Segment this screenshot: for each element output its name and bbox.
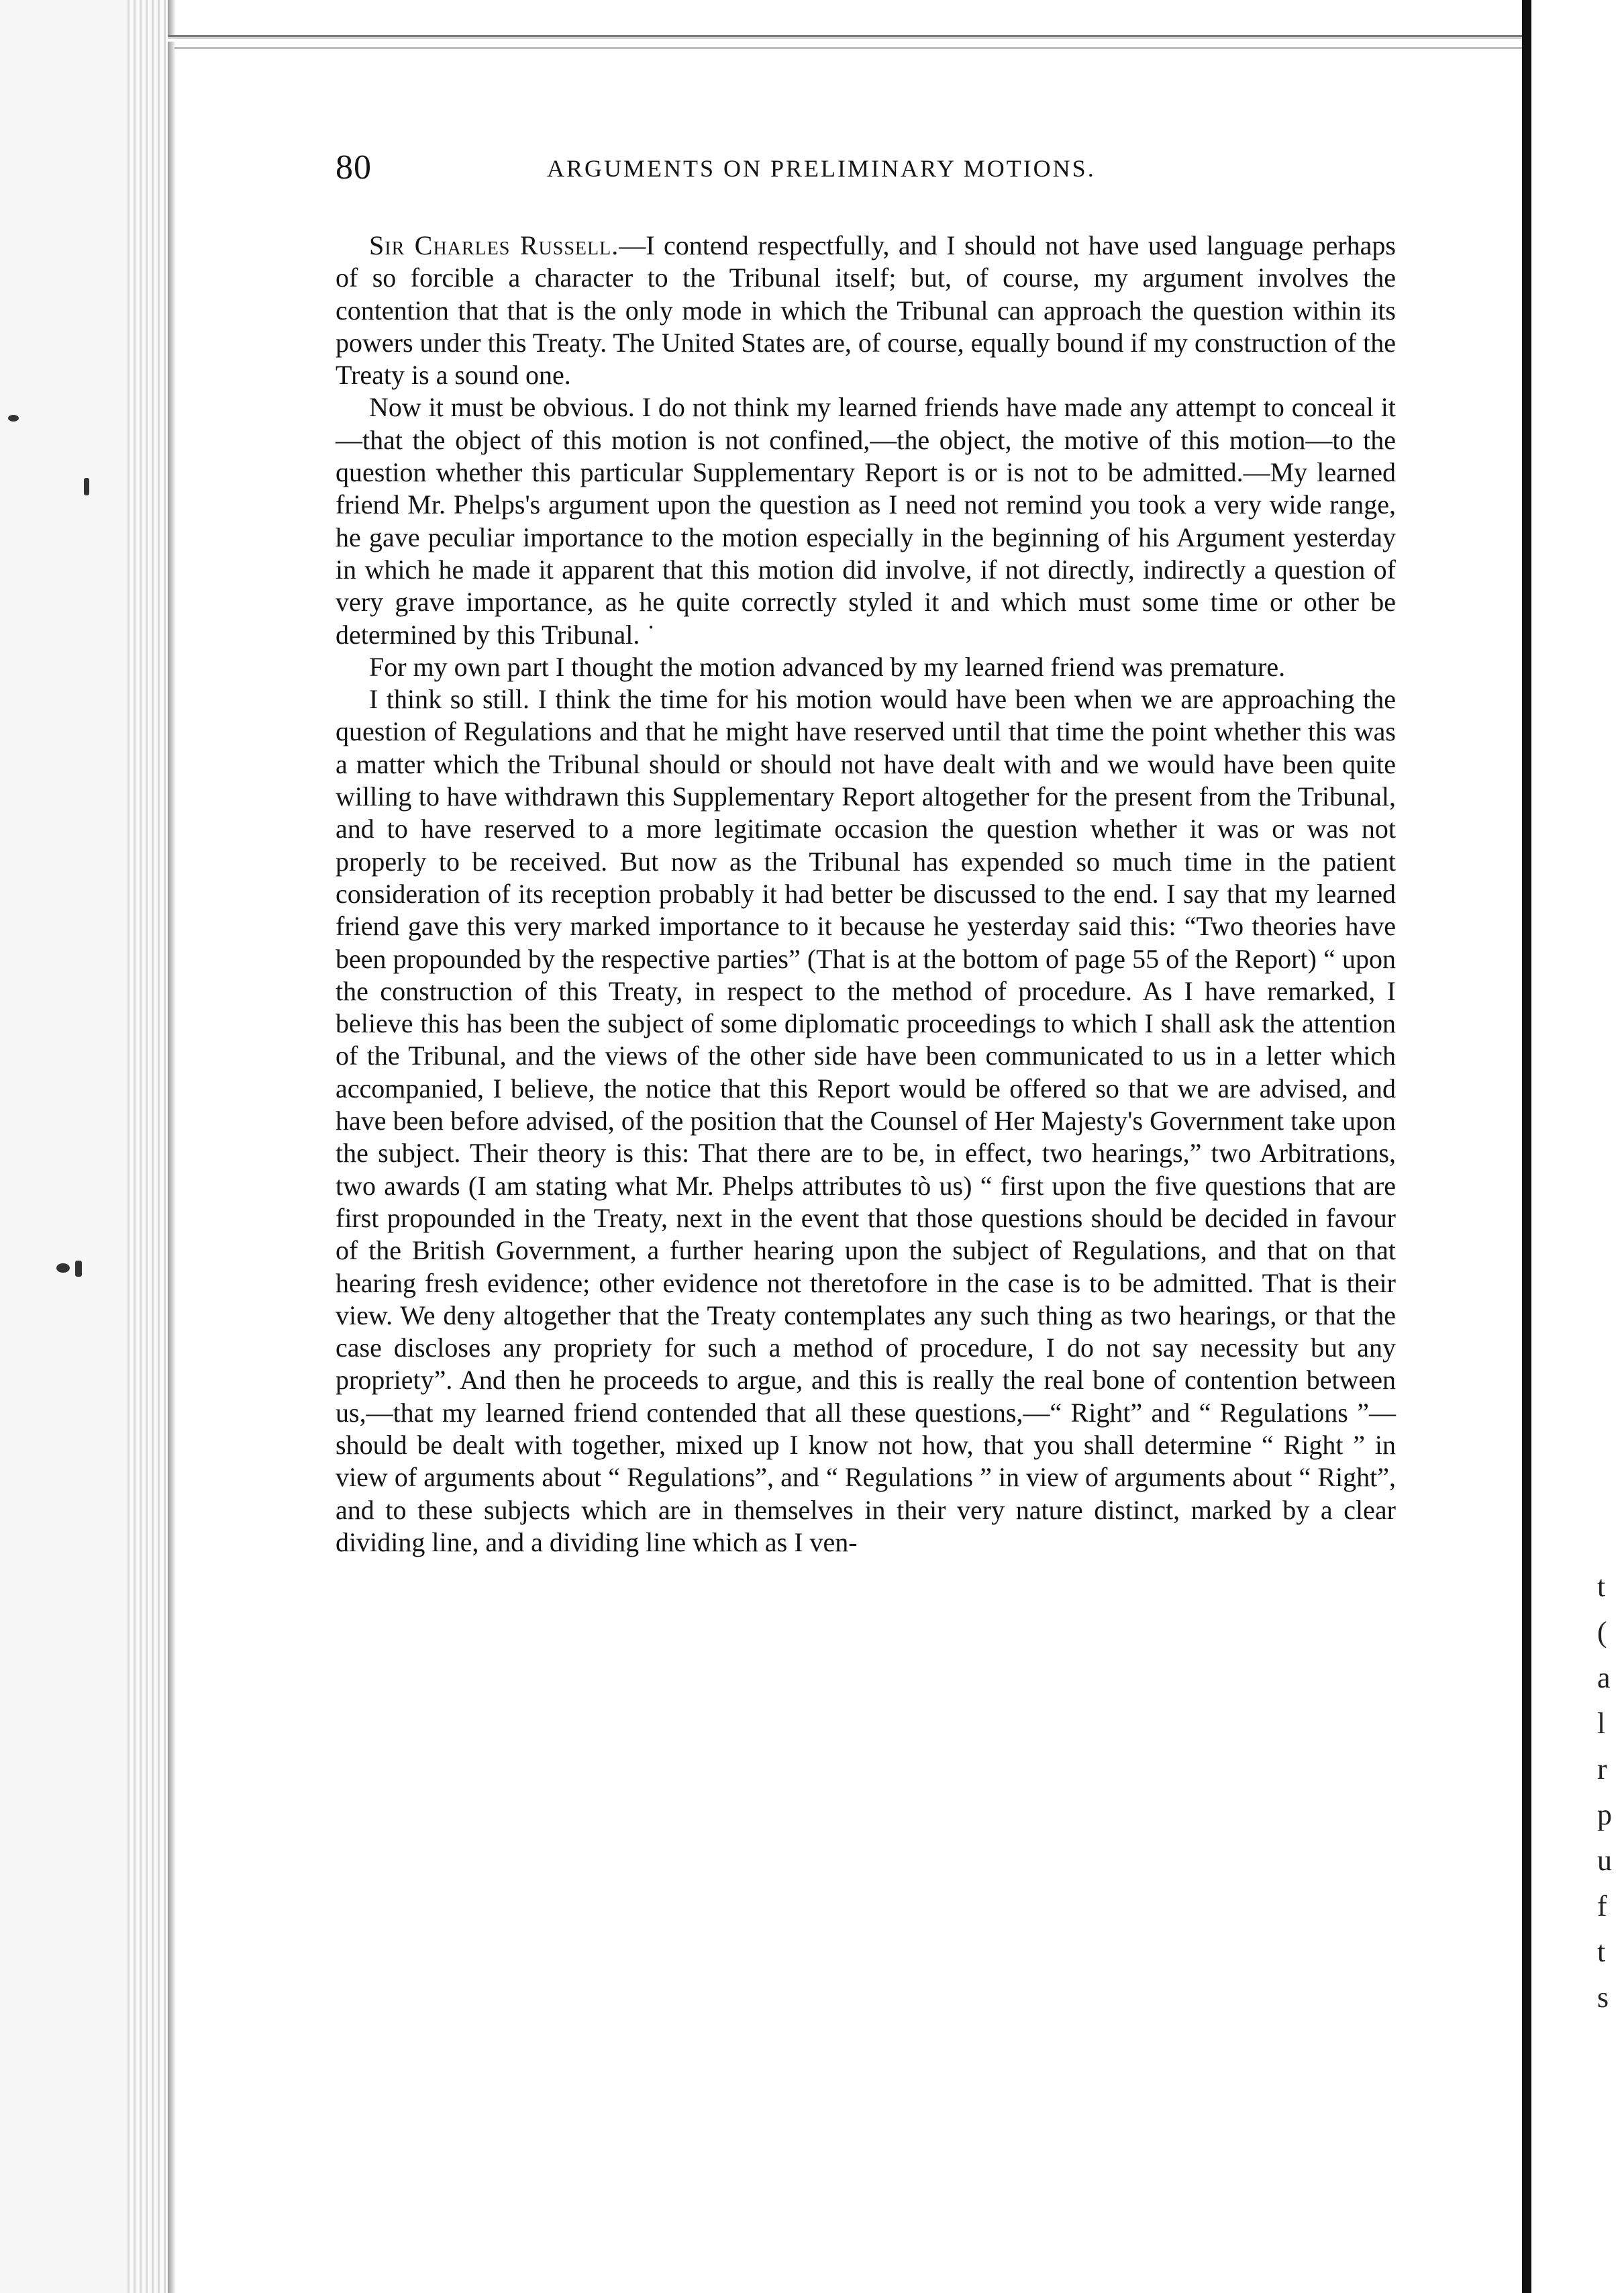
book-gutter <box>1522 0 1531 2293</box>
running-title: ARGUMENTS ON PRELIMINARY MOTIONS. <box>547 155 1096 182</box>
paragraph <box>336 230 1396 391</box>
scan-speck <box>75 1261 82 1277</box>
scan-speck <box>84 478 89 495</box>
running-head <box>336 148 1396 201</box>
paragraph: Now it must be obvious. I do not think my learned friends have made any attempt to conceal it—that the object of this motion is not confined,—the object, the motive of this motion—to the question whether this particular Supplementary Report is or is not to be admitted.—My learned friend Mr. Phelps's argument upon the question as I need not remind you took a very wide range, he gave peculiar importance to the motion especially in the beginning of his Argument yesterday in which he made it apparent that this motion did involve, if not directly, indirectly a question of very grave importance, as he quite correctly styled it and which must some time or other be determined by this Tribunal. ˙ <box>336 392 1396 650</box>
facing-fragment: f <box>1597 1890 1607 1922</box>
paragraph-text: —I contend respectfully, and I should not have used language perhaps of so forcible a character to the Tribunal itself; but, of course, my argument involves the contention that that is the only mode in which the Tribunal can approach the question within its powers under this Treaty. The United States are, of course, equally bound if my construction of the Treaty is a sound one. <box>336 230 1396 391</box>
scan-left-margin <box>0 0 138 2293</box>
speaker-name: Sir Charles Russell. <box>369 230 619 260</box>
body-text <box>336 230 1396 1559</box>
scan-speck <box>56 1263 70 1273</box>
facing-fragment: ( <box>1597 1616 1607 1649</box>
facing-fragment: t <box>1597 1935 1606 1968</box>
facing-fragment: l <box>1597 1707 1606 1740</box>
facing-fragment: p <box>1597 1798 1612 1831</box>
binding-shadow <box>168 0 176 2293</box>
paragraph: I think so still. I think the time for his motion would have been when we are approaching the question of Regulations and that he might have reserved until that time the point whether this was a matter which the Tribunal should or should not have dealt with and we would have been quite willing to have withdrawn this Supplementary Report altogether for the present from the Tribunal, and to have reserved to a more legitimate occasion the question whether it was or was not properly to be received. But now as the Tribunal has expended so much time in the patient consideration of its reception probably it had better be discussed to the end. I say that my learned friend gave this very marked importance to it because he yesterday said this: “Two theories have been propounded by the respective parties” (That is at the bottom of page 55 of the Report) “ upon the construction of this Treaty, in respect to the method of procedure. As I have remarked, I believe this has been the subject of some diplomatic proceedings to which I shall ask the attention of the Tribunal, and the views of the other side have been communicated to us in a letter which accompanied, I believe, the notice that this Report would be offered so that we are advised, and have been before advised, of the position that the Counsel of Her Majesty's Government take upon the subject. Their theory is this: That there are to be, in effect, two hearings,” two Arbitrations, two awards (I am stating what Mr. Phelps attributes tò us) “ first upon the five questions that are first propounded in the Treaty, next in the event that those questions should be decided in favour of the British Government, a further hearing upon the subject of Regulations, and that on that hearing fresh evidence; other evidence not theretofore in the case is to be admitted. That is their view. We deny altogether that the Treaty contemplates any such thing as two hearings, or that the case discloses any propriety for such a method of procedure, I do not say necessity but any propriety”. And then he proceeds to argue, and this is really the real bone of contention between us,—that my learned friend contended that all these questions,—“ Right” and “ Regulations ”—should be dealt with together, mixed up I know not how, that you shall determine “ Right ” in view of arguments about “ Regulations”, and “ Regulations ” in view of arguments about “ Right”, and to these subjects which are in themselves in their very nature distinct, marked by a clear dividing line, and a dividing line which as I ven- <box>336 684 1396 1557</box>
page-stack-edge <box>128 0 168 2293</box>
facing-fragment: u <box>1597 1844 1612 1877</box>
page-number: 80 <box>336 148 372 187</box>
paragraph: For my own part I thought the motion advanced by my learned friend was premature. <box>369 651 1286 682</box>
page-top-edge-line <box>174 47 1530 49</box>
facing-page-fragments <box>1597 1564 1624 2020</box>
facing-fragment: r <box>1597 1753 1607 1786</box>
facing-fragment: a <box>1597 1661 1611 1694</box>
book-page <box>336 148 1396 1559</box>
facing-fragment: s <box>1597 1981 1609 2014</box>
page-top-edge <box>168 35 1530 42</box>
facing-fragment: t <box>1597 1570 1606 1603</box>
scan-speck <box>8 415 19 422</box>
